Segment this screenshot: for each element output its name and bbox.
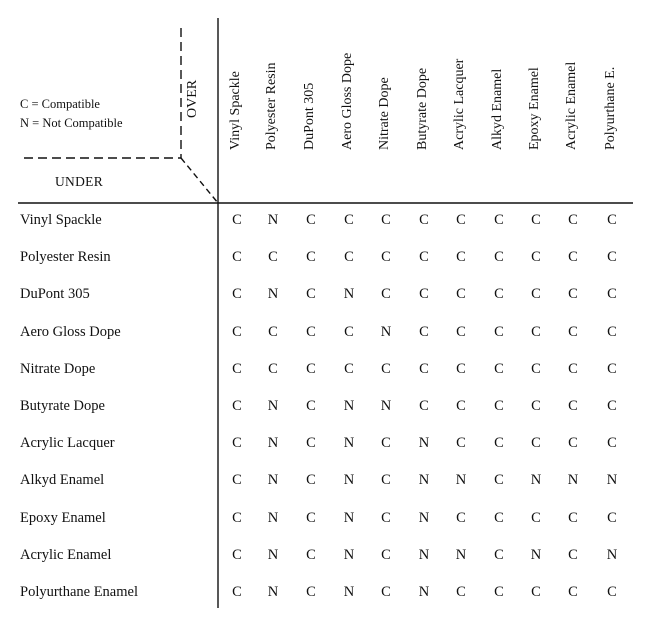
- compatibility-cell: C: [456, 286, 466, 303]
- compatibility-cell: C: [232, 286, 242, 303]
- compatibility-cell: C: [419, 323, 429, 340]
- compatibility-cell: N: [267, 509, 279, 526]
- compatibility-cell: N: [530, 472, 542, 489]
- compatibility-cell: C: [568, 435, 578, 452]
- compatibility-cell: C: [381, 286, 391, 303]
- compatibility-cell: C: [568, 584, 578, 600]
- column-header: Butyrate Dope: [415, 67, 430, 150]
- compatibility-cell: C: [494, 286, 504, 303]
- compatibility-cell: N: [567, 472, 579, 489]
- column-header: Epoxy Enamel: [527, 67, 542, 150]
- compatibility-cell: C: [531, 286, 541, 303]
- row-header: Polyurthane Enamel: [20, 584, 138, 600]
- compatibility-cell: N: [267, 546, 279, 563]
- compatibility-cell: C: [456, 212, 466, 228]
- compatibility-cell: N: [343, 435, 355, 452]
- compatibility-cell: C: [306, 509, 316, 526]
- row-header: Aero Gloss Dope: [20, 323, 121, 340]
- compatibility-cell: C: [494, 212, 504, 228]
- row-header: Nitrate Dope: [20, 360, 96, 377]
- legend-compatible: C = Compatible: [20, 97, 100, 111]
- compatibility-cell: N: [343, 472, 355, 489]
- compatibility-cell: C: [306, 584, 316, 600]
- compatibility-cell: C: [268, 323, 278, 340]
- compatibility-cell: N: [418, 509, 430, 526]
- compatibility-cell: C: [568, 212, 578, 228]
- compatibility-cell: C: [607, 584, 617, 600]
- compatibility-cell: C: [456, 398, 466, 414]
- compatibility-cell: C: [568, 249, 578, 266]
- compatibility-cell: C: [232, 249, 242, 266]
- compatibility-cell: C: [344, 360, 354, 377]
- compatibility-cell: C: [607, 398, 617, 414]
- compatibility-cell: N: [267, 398, 279, 414]
- compatibility-cell: C: [419, 286, 429, 303]
- compatibility-cell: C: [232, 212, 242, 228]
- compatibility-cell: N: [343, 584, 355, 600]
- compatibility-cell: C: [456, 509, 466, 526]
- compatibility-cell: C: [232, 360, 242, 377]
- compatibility-cell: C: [306, 472, 316, 489]
- compatibility-cell: N: [343, 509, 355, 526]
- compatibility-cell: C: [456, 249, 466, 266]
- compatibility-cell: N: [380, 323, 392, 340]
- compatibility-cell: C: [568, 286, 578, 303]
- compatibility-cell: C: [232, 584, 242, 600]
- compatibility-cell: C: [419, 212, 429, 228]
- compatibility-cell: C: [531, 360, 541, 377]
- compatibility-cell: C: [344, 323, 354, 340]
- column-header: Alkyd Enamel: [490, 68, 505, 150]
- compatibility-cell: C: [494, 546, 504, 563]
- compatibility-cell: C: [607, 509, 617, 526]
- compatibility-cell: C: [494, 360, 504, 377]
- column-header: Polyurthane E.: [603, 66, 618, 150]
- compatibility-cell: C: [531, 323, 541, 340]
- compatibility-cell: N: [606, 546, 618, 563]
- compatibility-cell: C: [568, 360, 578, 377]
- compatibility-cell: C: [531, 435, 541, 452]
- compatibility-cell: C: [306, 212, 316, 228]
- compatibility-cell: C: [494, 509, 504, 526]
- compatibility-cell: N: [455, 472, 467, 489]
- compatibility-cell: C: [456, 584, 466, 600]
- compatibility-cell: C: [419, 398, 429, 414]
- compatibility-cell: C: [381, 584, 391, 600]
- compatibility-cell: N: [267, 212, 279, 228]
- row-header: Epoxy Enamel: [20, 509, 106, 526]
- compatibility-cell: C: [568, 509, 578, 526]
- compatibility-cell: C: [232, 472, 242, 489]
- compatibility-cell: C: [306, 323, 316, 340]
- compatibility-cell: C: [344, 249, 354, 266]
- row-header: DuPont 305: [20, 286, 90, 303]
- compatibility-cell: N: [418, 546, 430, 563]
- column-header: Vinyl Spackle: [228, 71, 243, 150]
- compatibility-cell: C: [381, 212, 391, 228]
- compatibility-cell: N: [606, 472, 618, 489]
- compatibility-cell: C: [381, 249, 391, 266]
- compatibility-cell: C: [531, 212, 541, 228]
- compatibility-cell: C: [531, 584, 541, 600]
- compatibility-cell: C: [268, 249, 278, 266]
- compatibility-cell: C: [494, 398, 504, 414]
- compatibility-cell: C: [494, 323, 504, 340]
- compatibility-cell: C: [306, 286, 316, 303]
- compatibility-cell: C: [232, 398, 242, 414]
- compatibility-cell: N: [343, 546, 355, 563]
- compatibility-cell: N: [267, 472, 279, 489]
- legend-not-compatible: N = Not Compatible: [20, 116, 123, 130]
- row-header: Butyrate Dope: [20, 398, 105, 414]
- compatibility-cell: C: [381, 472, 391, 489]
- compatibility-cell: C: [456, 360, 466, 377]
- compatibility-cell: C: [306, 435, 316, 452]
- column-header: DuPont 305: [302, 82, 317, 150]
- compatibility-cell: C: [607, 286, 617, 303]
- compatibility-cell: N: [267, 584, 279, 600]
- compatibility-cell: C: [531, 398, 541, 414]
- column-header: Aero Gloss Dope: [340, 52, 355, 150]
- compatibility-cell: C: [381, 360, 391, 377]
- compatibility-cell: C: [381, 509, 391, 526]
- compatibility-cell: C: [607, 435, 617, 452]
- compatibility-cell: C: [494, 435, 504, 452]
- compatibility-cell: C: [268, 360, 278, 377]
- compatibility-cell: C: [306, 546, 316, 563]
- compatibility-cell: C: [306, 249, 316, 266]
- over-axis-label: OVER: [185, 79, 200, 118]
- compatibility-cell: N: [267, 286, 279, 303]
- compatibility-cell: C: [232, 546, 242, 563]
- compatibility-cell: C: [607, 249, 617, 266]
- compatibility-cell: N: [343, 286, 355, 303]
- row-header: Vinyl Spackle: [20, 212, 102, 228]
- compatibility-cell: N: [267, 435, 279, 452]
- column-header: Nitrate Dope: [377, 77, 392, 150]
- compatibility-cell: C: [568, 323, 578, 340]
- compatibility-cell: N: [455, 546, 467, 563]
- compatibility-cell: N: [418, 435, 430, 452]
- compatibility-cell: C: [232, 435, 242, 452]
- compatibility-cell: C: [531, 509, 541, 526]
- compatibility-cell: C: [456, 435, 466, 452]
- compatibility-cell: N: [418, 584, 430, 600]
- compatibility-cell: C: [306, 398, 316, 414]
- column-header: Acrylic Lacquer: [452, 58, 467, 150]
- compatibility-cell: C: [568, 546, 578, 563]
- under-axis-label: UNDER: [55, 174, 103, 189]
- compatibility-cell: C: [232, 323, 242, 340]
- compatibility-cell: C: [531, 249, 541, 266]
- compatibility-cell: N: [343, 398, 355, 414]
- column-header: Acrylic Enamel: [564, 61, 579, 150]
- compatibility-cell: N: [380, 398, 392, 414]
- row-header: Polyester Resin: [20, 249, 111, 266]
- compatibility-cell: C: [494, 249, 504, 266]
- compatibility-cell: C: [568, 398, 578, 414]
- compatibility-cell: C: [344, 212, 354, 228]
- compatibility-cell: C: [232, 509, 242, 526]
- compatibility-cell: C: [306, 360, 316, 377]
- compatibility-cell: C: [494, 584, 504, 600]
- compatibility-cell: C: [419, 360, 429, 377]
- row-header: Acrylic Lacquer: [20, 435, 115, 452]
- compatibility-cell: C: [607, 360, 617, 377]
- column-header: Polyester Resin: [264, 62, 279, 150]
- dashed-diagonal-line: [181, 158, 218, 203]
- compatibility-cell: C: [456, 323, 466, 340]
- compatibility-cell: C: [607, 212, 617, 228]
- row-header: Alkyd Enamel: [20, 472, 105, 489]
- compatibility-cell: C: [607, 323, 617, 340]
- compatibility-cell: C: [419, 249, 429, 266]
- compatibility-cell: N: [530, 546, 542, 563]
- compatibility-cell: N: [418, 472, 430, 489]
- compatibility-cell: C: [381, 546, 391, 563]
- compatibility-cell: C: [494, 472, 504, 489]
- row-header: Acrylic Enamel: [20, 546, 112, 563]
- compatibility-cell: C: [381, 435, 391, 452]
